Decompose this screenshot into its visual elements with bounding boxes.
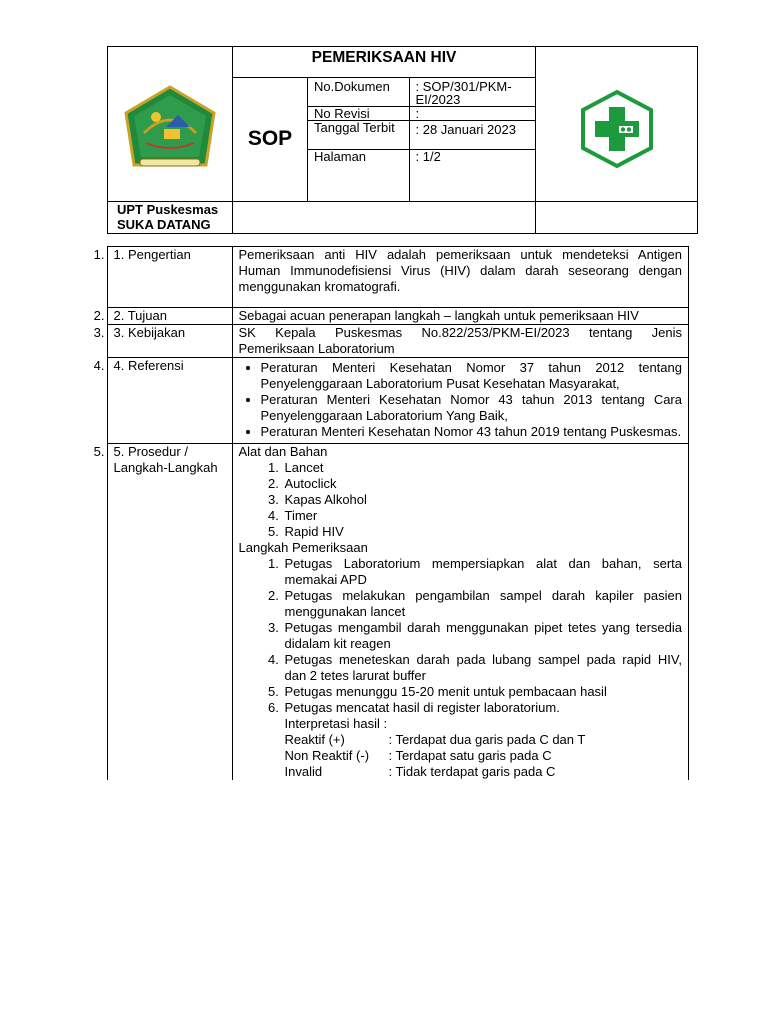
meta-label-page: Halaman bbox=[308, 150, 409, 201]
section-number: 3. bbox=[93, 324, 105, 340]
org-row-blank bbox=[233, 201, 536, 233]
list-item: 3. Petugas mengambil darah menggunakan pipet tetes yang tersedia didalam kit reagen bbox=[283, 620, 683, 652]
org-row-blank-right bbox=[536, 201, 698, 233]
section-tujuan bbox=[85, 308, 689, 325]
section-label: 5. Prosedur / Langkah-Langkah bbox=[107, 444, 232, 781]
sop-label: SOP bbox=[233, 78, 308, 202]
section-label: 3. Kebijakan bbox=[107, 325, 232, 358]
list-item: 5. Rapid HIV bbox=[283, 524, 683, 540]
puskesmas-logo-cell bbox=[536, 47, 698, 202]
section-number: 2. bbox=[93, 307, 105, 323]
section-number: 1. bbox=[93, 246, 105, 262]
section-prosedur bbox=[85, 444, 689, 781]
interpretation-row bbox=[285, 764, 683, 780]
section-text: Pemeriksaan anti HIV adalah pemeriksaan untuk mendeteksi Antigen Human Immunodefisiensi Virus (HIV) dalam darah seseorang dengan menggunakan kromatografi. bbox=[232, 247, 689, 308]
section-referensi bbox=[85, 358, 689, 444]
list-item: 2. Autoclick bbox=[283, 476, 683, 492]
sop-header-table bbox=[107, 46, 698, 234]
result-label: Non Reaktif (-) bbox=[284, 748, 370, 763]
interpretation-row bbox=[285, 748, 683, 764]
meta-value-issue-date: : 28 Januari 2023 bbox=[409, 121, 535, 150]
result-description: : Terdapat satu garis pada C bbox=[388, 748, 552, 763]
district-emblem-icon bbox=[122, 85, 218, 173]
sop-content-table bbox=[85, 246, 689, 780]
tools-heading: Alat dan Bahan bbox=[238, 444, 328, 459]
section-text: Sebagai acuan penerapan langkah – langkah untuk pemeriksaan HIV bbox=[232, 308, 689, 325]
meta-value-document-number: : SOP/301/PKM-EI/2023 bbox=[409, 78, 535, 107]
list-item: 1. Lancet bbox=[283, 460, 683, 476]
interpretation-block bbox=[239, 716, 683, 780]
list-item: • Peraturan Menteri Kesehatan Nomor 37 tahun 2012 tentang Penyelenggaraan Laboratorium Pusat Kesehatan Masyarakat, bbox=[261, 360, 683, 392]
list-item: 3. Kapas Alkohol bbox=[283, 492, 683, 508]
result-description: : Tidak terdapat garis pada C bbox=[388, 764, 556, 779]
section-text: SK Kepala Puskesmas No.822/253/PKM-EI/2023 tentang Jenis Pemeriksaan Laboratorium bbox=[232, 325, 689, 358]
organization-name: UPT Puskesmas SUKA DATANG bbox=[108, 201, 233, 233]
section-number: 5. bbox=[93, 443, 105, 459]
tools-list bbox=[239, 460, 683, 540]
list-item: 6. Petugas mencatat hasil di register laboratorium. bbox=[283, 700, 683, 716]
result-description: : Terdapat dua garis pada C dan T bbox=[388, 732, 586, 747]
district-logo-cell bbox=[108, 47, 233, 202]
list-item: • Peraturan Menteri Kesehatan Nomor 43 tahun 2019 tentang Puskesmas. bbox=[261, 424, 683, 440]
document-metadata bbox=[308, 78, 536, 202]
section-label: 1. Pengertian bbox=[107, 247, 232, 308]
result-label: Reaktif (+) bbox=[284, 732, 345, 747]
list-item: 2. Petugas melakukan pengambilan sampel darah kapiler pasien menggunakan lancet bbox=[283, 588, 683, 620]
list-item: • Peraturan Menteri Kesehatan Nomor 43 tahun 2013 tentang Cara Penyelenggaraan Laboratorium Yang Baik, bbox=[261, 392, 683, 424]
meta-label-revision: No Revisi bbox=[308, 107, 409, 121]
steps-list bbox=[239, 556, 683, 716]
list-item: 4. Petugas meneteskan darah pada lubang sampel pada rapid HIV, dan 2 tetes larurat buffer bbox=[283, 652, 683, 684]
interpretation-row bbox=[285, 732, 683, 748]
meta-label-document-number: No.Dokumen bbox=[308, 78, 409, 107]
steps-heading: Langkah Pemeriksaan bbox=[238, 540, 368, 555]
result-label: Invalid bbox=[284, 764, 323, 779]
section-number: 4. bbox=[93, 357, 105, 373]
meta-label-issue-date: Tanggal Terbit bbox=[308, 121, 409, 150]
section-pengertian bbox=[85, 247, 689, 308]
list-item: 5. Petugas menunggu 15-20 menit untuk pembacaan hasil bbox=[283, 684, 683, 700]
list-item: 1. Petugas Laboratorium mempersiapkan alat dan bahan, serta memakai APD bbox=[283, 556, 683, 588]
puskesmas-cross-icon bbox=[577, 89, 657, 169]
meta-value-page: : 1/2 bbox=[415, 149, 441, 164]
section-kebijakan bbox=[85, 325, 689, 358]
interpretation-heading: Interpretasi hasil : bbox=[284, 716, 388, 731]
meta-value-revision: : bbox=[409, 107, 535, 121]
reference-list bbox=[239, 360, 683, 440]
list-item: 4. Timer bbox=[283, 508, 683, 524]
document-title: PEMERIKSAAN HIV bbox=[233, 47, 536, 78]
section-label: 4. Referensi bbox=[107, 358, 232, 444]
section-label: 2. Tujuan bbox=[107, 308, 232, 325]
